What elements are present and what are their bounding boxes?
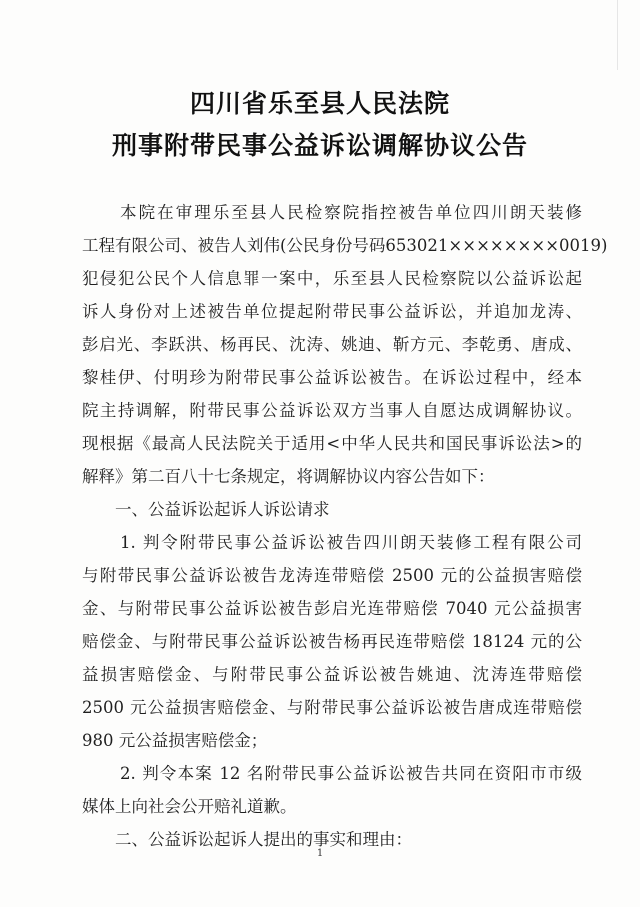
- claim-item-line: 1. 判令附带民事公益诉讼被告四川朗天装修工程有限公司: [120, 533, 582, 552]
- claim-item-line: 金、与附带民事公益诉讼被告彭启光连带赔偿 7040 元公益损害: [82, 599, 582, 618]
- body-line: 黎桂伊、付明珍为附带民事公益诉讼被告。在诉讼过程中，经本: [82, 368, 582, 387]
- claim-item-line: 2. 判令本案 12 名附带民事公益诉讼被告共同在资阳市市级: [120, 764, 582, 783]
- claim-item-line: 媒体上向社会公开赔礼道歉。: [82, 797, 297, 816]
- document-title-subject: 刑事附带民事公益诉讼调解协议公告: [111, 131, 528, 160]
- claim-item-line: 与附带民事公益诉讼被告龙涛连带赔偿 2500 元的公益损害赔偿: [82, 566, 582, 585]
- section-heading-claims: 一、公益诉讼起诉人诉讼请求: [115, 500, 330, 519]
- page-number: 1: [316, 848, 324, 859]
- claim-item-line: 2500 元公益损害赔偿金、与附带民事公益诉讼被告唐成连带赔偿: [82, 698, 582, 717]
- body-line: 诉人身份对上述被告单位提起附带民事公益诉讼，并追加龙涛、: [82, 302, 582, 321]
- body-line: 现根据《最高人民法院关于适用<中华人民共和国民事诉讼法>的: [82, 434, 582, 453]
- scan-edge-mark: [617, 0, 618, 70]
- body-line: 解释》第二百八十七条规定，将调解协议内容公告如下：: [82, 467, 495, 486]
- body-line: 院主持调解，附带民事公益诉讼双方当事人自愿达成调解协议。: [82, 401, 582, 420]
- claim-item-line: 赔偿金、与附带民事公益诉讼被告杨再民连带赔偿 18124 元的公: [82, 632, 582, 651]
- body-line: 工程有限公司、被告人刘伟(公民身份号码653021××××××××0019): [82, 236, 608, 255]
- body-line: 犯侵犯公民个人信息罪一案中，乐至县人民检察院以公益诉讼起: [82, 269, 582, 288]
- claim-item-line: 980 元公益损害赔偿金；: [82, 731, 268, 750]
- body-line: 彭启光、李跃洪、杨再民、沈涛、姚迪、靳方元、李乾勇、唐成、: [82, 335, 582, 354]
- body-line: 本院在审理乐至县人民检察院指控被告单位四川朗天装修: [120, 203, 582, 222]
- claim-item-line: 益损害赔偿金、与附带民事公益诉讼被告姚迪、沈涛连带赔偿: [82, 665, 582, 684]
- document-title-court: 四川省乐至县人民法院: [189, 89, 450, 118]
- section-heading-facts: 二、公益诉讼起诉人提出的事实和理由：: [115, 830, 412, 849]
